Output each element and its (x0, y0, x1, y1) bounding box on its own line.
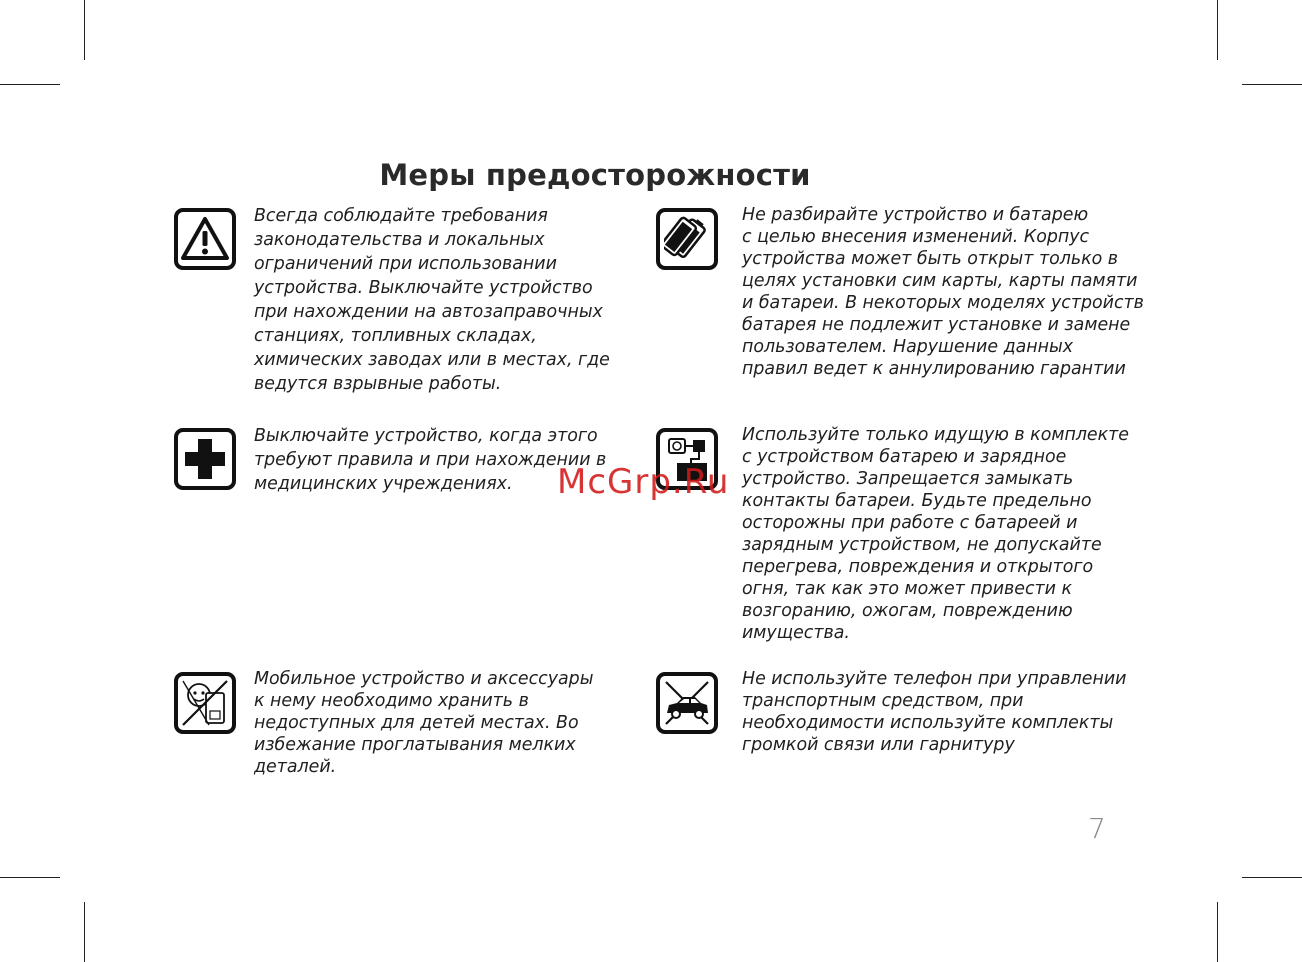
section-text: Не разбирайте устройство и батарею с целью внесения изменений. Корпус устройства может быть открыт только в целях установки сим карты, карты памяти и батареи. В некоторых моделях устройств батарея не подлежит установке и замене пользователем. Нарушение данных правил ведет к аннулированию гарантии (742, 205, 1144, 379)
crop-mark (1217, 0, 1218, 60)
battery-icon (656, 208, 718, 270)
section-text: Всегда соблюдайте требования законодательства и локальных ограничений при использовании устройства. Выключайте устройство при нахождении на автозаправочных станциях, топливных складах, химических заводах или в местах, где ведутся взрывные работы. (254, 206, 610, 394)
section-text: Используйте только идущую в комплекте с устройством батарею и зарядное устройство. Запрещается замыкать контакты батареи. Будьте предельно осторожны при работе с батареей и зарядным устройством, не допускайте перегрева, повреждения и открытого огня, так как это может привести к возгоранию, ожогам, повреждению имущества. (742, 425, 1129, 643)
page-number: 7 (1088, 812, 1106, 845)
no-driving-icon (656, 672, 718, 734)
medical-cross-icon (174, 428, 236, 490)
page-title: Меры предосторожности (379, 158, 811, 192)
crop-mark (1242, 877, 1302, 878)
warning-triangle-icon (174, 208, 236, 270)
crop-mark (1242, 84, 1302, 85)
section-text: Не используйте телефон при управлении транспортным средством, при необходимости используйте комплекты громкой связи или гарнитуру (742, 669, 1127, 755)
no-children-icon (174, 672, 236, 734)
section-text: Выключайте устройство, когда этого требуют правила и при нахождении в медицинских учреждениях. (254, 426, 607, 494)
crop-mark (0, 84, 60, 85)
crop-mark (84, 902, 85, 962)
crop-mark (1217, 902, 1218, 962)
watermark: McGrp.Ru (557, 462, 730, 502)
crop-mark (0, 877, 60, 878)
section-text: Мобильное устройство и аксессуары к нему необходимо хранить в недоступных для детей местах. Во избежание проглатывания мелких деталей. (254, 669, 594, 777)
crop-mark (84, 0, 85, 60)
